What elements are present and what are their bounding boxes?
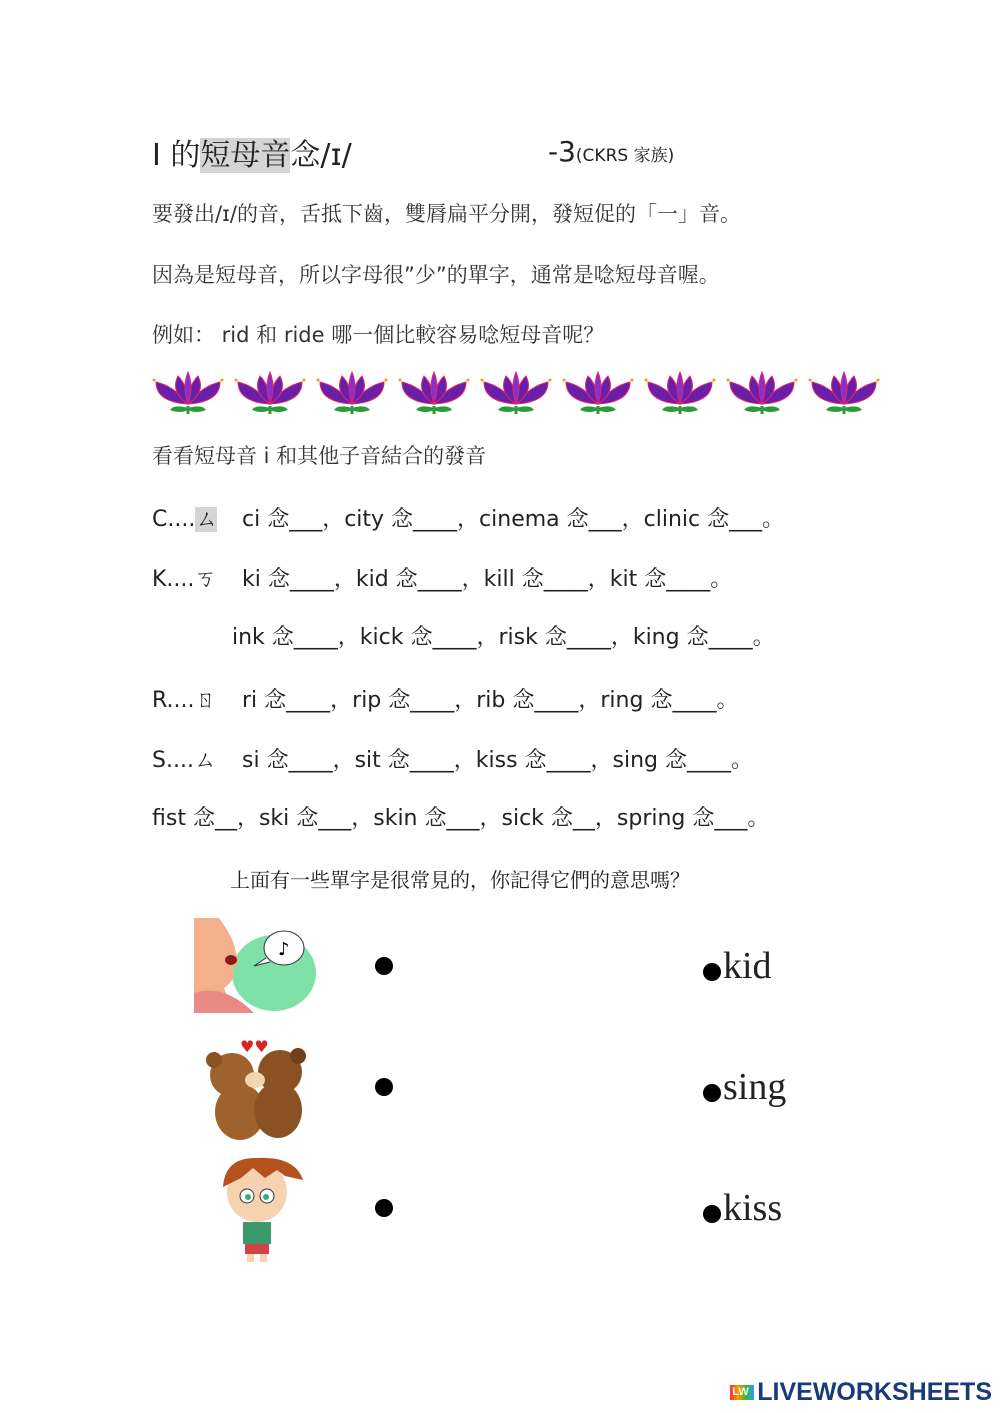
row-label-r: R....ㄖ — [152, 688, 217, 713]
title-number — [548, 135, 674, 168]
row-label-s: S....ㄙ — [152, 748, 216, 773]
flower-divider — [152, 370, 880, 416]
flower-icon — [562, 370, 634, 416]
exercise-row: ink 念____，kick 念____，risk 念____，king 念____。 — [232, 625, 775, 650]
flower-icon — [480, 370, 552, 416]
flower-icon — [644, 370, 716, 416]
match-dot-left-1[interactable] — [375, 957, 393, 975]
intro-paragraph-2: 因為是短母音，所以字母很”少”的單字，通常是唸短母音喔。 — [152, 263, 720, 287]
exercise-row: fist 念__，ski 念___，skin 念___，sick 念__，spring 念___。 — [152, 806, 770, 831]
family-label: (CKRS 家族) — [575, 146, 675, 166]
match-word-kiss: kiss — [723, 1187, 783, 1229]
flower-icon — [726, 370, 798, 416]
row-label-c: C....ㄙ — [152, 507, 218, 532]
flower-icon — [808, 370, 880, 416]
bopomofo: ㄙ — [195, 507, 218, 532]
bopomofo: ㄙ — [193, 748, 216, 773]
row-label-k: K....ㄎ — [152, 567, 217, 592]
singing-mouth-image — [194, 918, 314, 1013]
match-dot-right-3[interactable] — [703, 1205, 721, 1223]
intro-paragraph-1: 要發出/ɪ/的音，舌抵下齒，雙脣扁平分開，發短促的「一」音。 — [152, 202, 741, 226]
logo-text: LIVEWORKSHEETS — [757, 1378, 992, 1406]
kissing-bears-image — [200, 1030, 320, 1125]
exercise-row: si 念____，sit 念____，kiss 念____，sing 念____。 — [242, 748, 754, 773]
intro-paragraph-3: 例如： rid 和 ride 哪一個比較容易唸短母音呢？ — [152, 323, 605, 347]
section-heading: 看看短母音 i 和其他子音結合的發音 — [152, 444, 487, 468]
title-suffix: 念/ɪ/ — [290, 138, 352, 173]
title-prefix: I 的 — [152, 138, 201, 173]
boy-image — [205, 1152, 325, 1247]
svg-text:♥♥: ♥♥ — [240, 1037, 269, 1056]
logo-badge: LW — [730, 1385, 754, 1400]
exercise-row: ci 念___，city 念____，cinema 念___，clinic 念___。 — [242, 507, 785, 532]
flower-icon — [234, 370, 306, 416]
bopomofo: ㄖ — [194, 688, 217, 713]
match-dot-left-2[interactable] — [375, 1078, 393, 1096]
flower-icon — [316, 370, 388, 416]
lesson-number: -3 — [548, 135, 576, 168]
title-highlight: 短母音 — [200, 138, 291, 173]
bopomofo: ㄎ — [194, 567, 217, 592]
page-title — [152, 130, 352, 174]
match-dot-right-2[interactable] — [703, 1084, 721, 1102]
flower-icon — [152, 370, 224, 416]
match-dot-left-3[interactable] — [375, 1199, 393, 1217]
matching-question: 上面有一些單字是很常見的，你記得它們的意思嗎？ — [230, 868, 690, 892]
match-word-kid: kid — [723, 945, 772, 987]
liveworksheets-logo — [730, 1378, 992, 1407]
svg-text:♪: ♪ — [278, 939, 290, 960]
exercise-row: ki 念____，kid 念____，kill 念____，kit 念____。 — [242, 567, 733, 592]
match-word-sing: sing — [723, 1066, 787, 1108]
flower-icon — [398, 370, 470, 416]
match-dot-right-1[interactable] — [703, 963, 721, 981]
exercise-row: ri 念____，rip 念____，rib 念____，ring 念____。 — [242, 688, 739, 713]
